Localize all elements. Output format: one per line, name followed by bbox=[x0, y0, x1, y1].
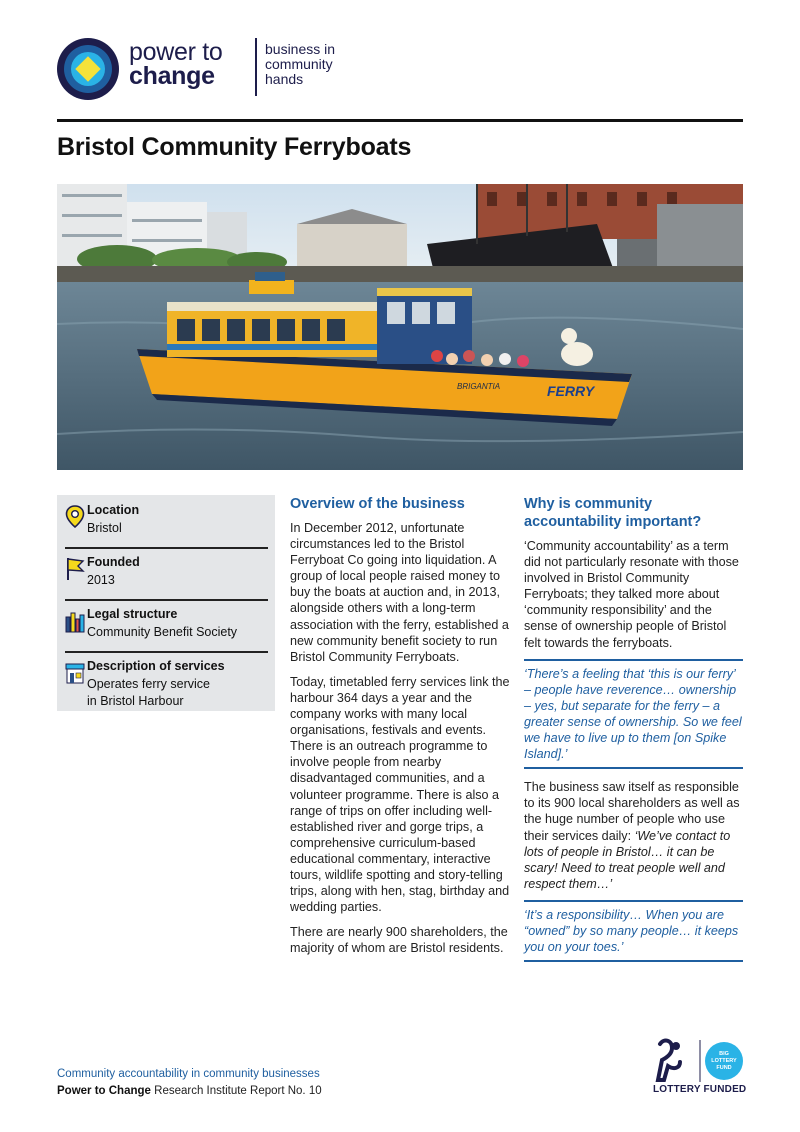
info-value bbox=[87, 676, 272, 710]
logo-line-1: power to bbox=[129, 38, 223, 66]
overview-heading: Overview of the business bbox=[290, 496, 465, 512]
lottery-badge-text: BIG bbox=[719, 1051, 729, 1057]
header bbox=[57, 36, 743, 98]
logo-divider bbox=[255, 38, 257, 96]
info-label: Description of services bbox=[87, 659, 225, 673]
lottery-funded-label: LOTTERY FUNDED bbox=[653, 1084, 747, 1095]
info-divider bbox=[65, 599, 268, 601]
lottery-badge-text: FUND bbox=[716, 1065, 732, 1071]
info-label: Legal structure bbox=[87, 607, 178, 621]
overview-paragraph: There are nearly 900 shareholders, the majority of whom are Bristol residents. bbox=[290, 925, 508, 956]
footer bbox=[57, 1066, 322, 1100]
footer-report-title: Community accountability in community businesses bbox=[57, 1068, 320, 1080]
why-paragraph-text: The business saw itself as responsible to its 900 local shareholders as well as the huge number of people who use their services daily: bbox=[524, 780, 740, 843]
info-value: Community Benefit Society bbox=[87, 625, 238, 639]
info-value: Bristol bbox=[87, 521, 122, 535]
boat-name-text: BRIGANTIA bbox=[457, 382, 501, 391]
overview-paragraph: In December 2012, unfortunate circumstances led to the Bristol Ferryboat Co going into liquidation. A group of local people raised money to buy the boats at auction and, in 2013, alongside others with a long-term association with the ferry, established a new community benefit society to run Bristol Community Ferryboats. bbox=[290, 521, 509, 664]
info-divider bbox=[65, 547, 268, 549]
pull-quote bbox=[524, 659, 743, 770]
books-icon bbox=[65, 609, 85, 633]
why-paragraph bbox=[524, 779, 743, 892]
ferry-sign-text: FERRY bbox=[547, 383, 595, 399]
pull-quote bbox=[524, 900, 743, 962]
page-title: Bristol Community Ferryboats bbox=[57, 133, 412, 161]
overview-column bbox=[290, 495, 512, 965]
ferry-photo bbox=[57, 184, 743, 470]
info-box bbox=[57, 495, 275, 711]
tagline-line: community bbox=[265, 56, 333, 72]
footer-report-number bbox=[57, 1085, 322, 1097]
info-divider bbox=[65, 651, 268, 653]
why-column bbox=[524, 495, 743, 972]
pull-quote-text: ‘It’s a responsibility… When you are “owned” by so many people… it keeps you on your toes.’ bbox=[524, 907, 739, 955]
pull-quote-text: ‘There’s a feeling that ‘this is our ferry’ – people have reverence… ownership – yes, but separate for the ferry – a greater sense of ownership. So we feel we have to live up to them [on Spike Island].’ bbox=[524, 666, 742, 762]
info-label: Founded bbox=[87, 555, 140, 569]
info-label: Location bbox=[87, 503, 140, 517]
power-to-change-logo-icon bbox=[57, 38, 119, 100]
info-value: 2013 bbox=[87, 573, 115, 587]
logo-tagline bbox=[265, 42, 335, 87]
logo-wordmark bbox=[129, 40, 223, 88]
flag-icon bbox=[65, 557, 85, 581]
shop-icon bbox=[65, 661, 85, 685]
map-pin-icon bbox=[65, 505, 85, 529]
overview-paragraph: Today, timetabled ferry services link the harbour 364 days a year and the company works with many local organisations, festivals and events. There is an outreach programme to involve people from nearby disadvantaged communities, and a volunteer programme. There is also a range of trips on offer including well-established river and gorge trips, a comprehensive curriculum-based educational commentary, interactive tours, wildlife spotting and story-telling trips, along with hen, stag, birthday and wedding parties. bbox=[290, 674, 510, 915]
why-heading: Why is community accountability important? bbox=[524, 496, 702, 530]
tagline-line: business in bbox=[265, 41, 336, 57]
why-paragraph: ‘Community accountability’ as a term did not particularly resonate with those involved in Bristol Community Ferryboats; they talked more about ‘community responsibility’ and the sense of ownership people of Bristol felt towards the ferryboats. bbox=[524, 539, 739, 650]
lottery-badge-text: LOTTERY bbox=[711, 1058, 737, 1064]
title-rule bbox=[57, 119, 743, 122]
tagline-line: hands bbox=[265, 71, 304, 87]
why-paragraph-quote: ‘We’ve contact to lots of people in Bristol… it can be scary! Need to treat people well and respect them…’ bbox=[524, 828, 731, 891]
logo-line-2: change bbox=[129, 62, 215, 90]
info-value-line: in Bristol Harbour bbox=[87, 694, 184, 708]
info-value-line: Operates ferry service bbox=[87, 677, 210, 691]
footer-report-rest: Research Institute Report No. 10 bbox=[150, 1085, 322, 1097]
footer-brand: Power to Change bbox=[57, 1085, 151, 1097]
